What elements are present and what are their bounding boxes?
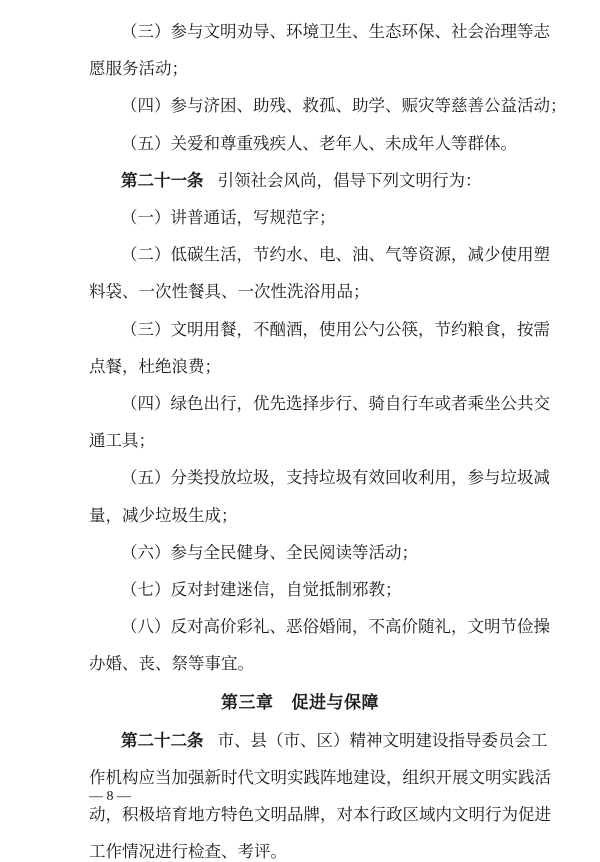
article-22-text-1: 市、县（市、区）精神文明建设指导委员会工 bbox=[217, 731, 548, 750]
art21-item-2-line-2: 料袋、一次性餐具、一次性洗浴用品； bbox=[89, 282, 370, 301]
art21-item-1: （一）讲普通话，写规范字； bbox=[121, 208, 336, 227]
page-number: — 8 — bbox=[89, 789, 131, 804]
art21-item-4-line-1: （四）绿色出行，优先选择步行、骑自行车或者乘坐公共交 bbox=[121, 394, 550, 413]
article-22-line-3: 动，积极培育地方特色文明品牌，对本行政区域内文明行为促进 bbox=[89, 805, 551, 824]
item-4-line-1: （四）参与济困、助残、救孤、助学、赈灾等慈善公益活动； bbox=[121, 96, 567, 115]
art21-item-8-line-1: （八）反对高价彩礼、恶俗婚闹，不高价随礼，文明节俭操 bbox=[121, 617, 550, 636]
article-21-text: 引领社会风尚，倡导下列文明行为： bbox=[217, 171, 482, 190]
article-22-line-2: 作机构应当加强新时代文明实践阵地建设，组织开展文明实践活 bbox=[89, 768, 551, 787]
chapter-number: 第三章 bbox=[221, 693, 274, 713]
article-21-label: 第二十一条 bbox=[121, 171, 204, 190]
art21-item-6: （六）参与全民健身、全民阅读等活动； bbox=[121, 543, 418, 562]
item-3-line-2: 愿服务活动； bbox=[89, 59, 188, 78]
item-3-line-1: （三）参与文明劝导、环境卫生、生态环保、社会治理等志 bbox=[121, 22, 550, 41]
chapter-heading bbox=[0, 693, 600, 713]
art21-item-8-line-2: 办婚、丧、祭等事宜。 bbox=[89, 654, 254, 673]
article-22-line-4: 工作情况进行检查、考评。 bbox=[89, 842, 287, 861]
art21-item-7: （七）反对封建迷信，自觉抵制邪教； bbox=[121, 580, 402, 599]
article-22-line-1 bbox=[121, 731, 548, 751]
art21-item-4-line-2: 通工具； bbox=[89, 431, 155, 450]
art21-item-5-line-1: （五）分类投放垃圾，支持垃圾有效回收利用，参与垃圾减 bbox=[121, 468, 550, 487]
art21-item-5-line-2: 量，减少垃圾生成； bbox=[89, 506, 238, 525]
art21-item-2-line-1: （二）低碳生活，节约水、电、油、气等资源，减少使用塑 bbox=[121, 245, 550, 264]
art21-item-3-line-2: 点餐，杜绝浪费； bbox=[89, 357, 221, 376]
article-21-line bbox=[121, 171, 515, 191]
article-22-label: 第二十二条 bbox=[121, 731, 204, 750]
item-5-line-1: （五）关爱和尊重残疾人、老年人、未成年人等群体。 bbox=[121, 134, 517, 153]
art21-item-3-line-1: （三）文明用餐，不酗酒，使用公勺公筷，节约粮食，按需 bbox=[121, 320, 550, 339]
chapter-title: 促进与保障 bbox=[291, 693, 379, 713]
